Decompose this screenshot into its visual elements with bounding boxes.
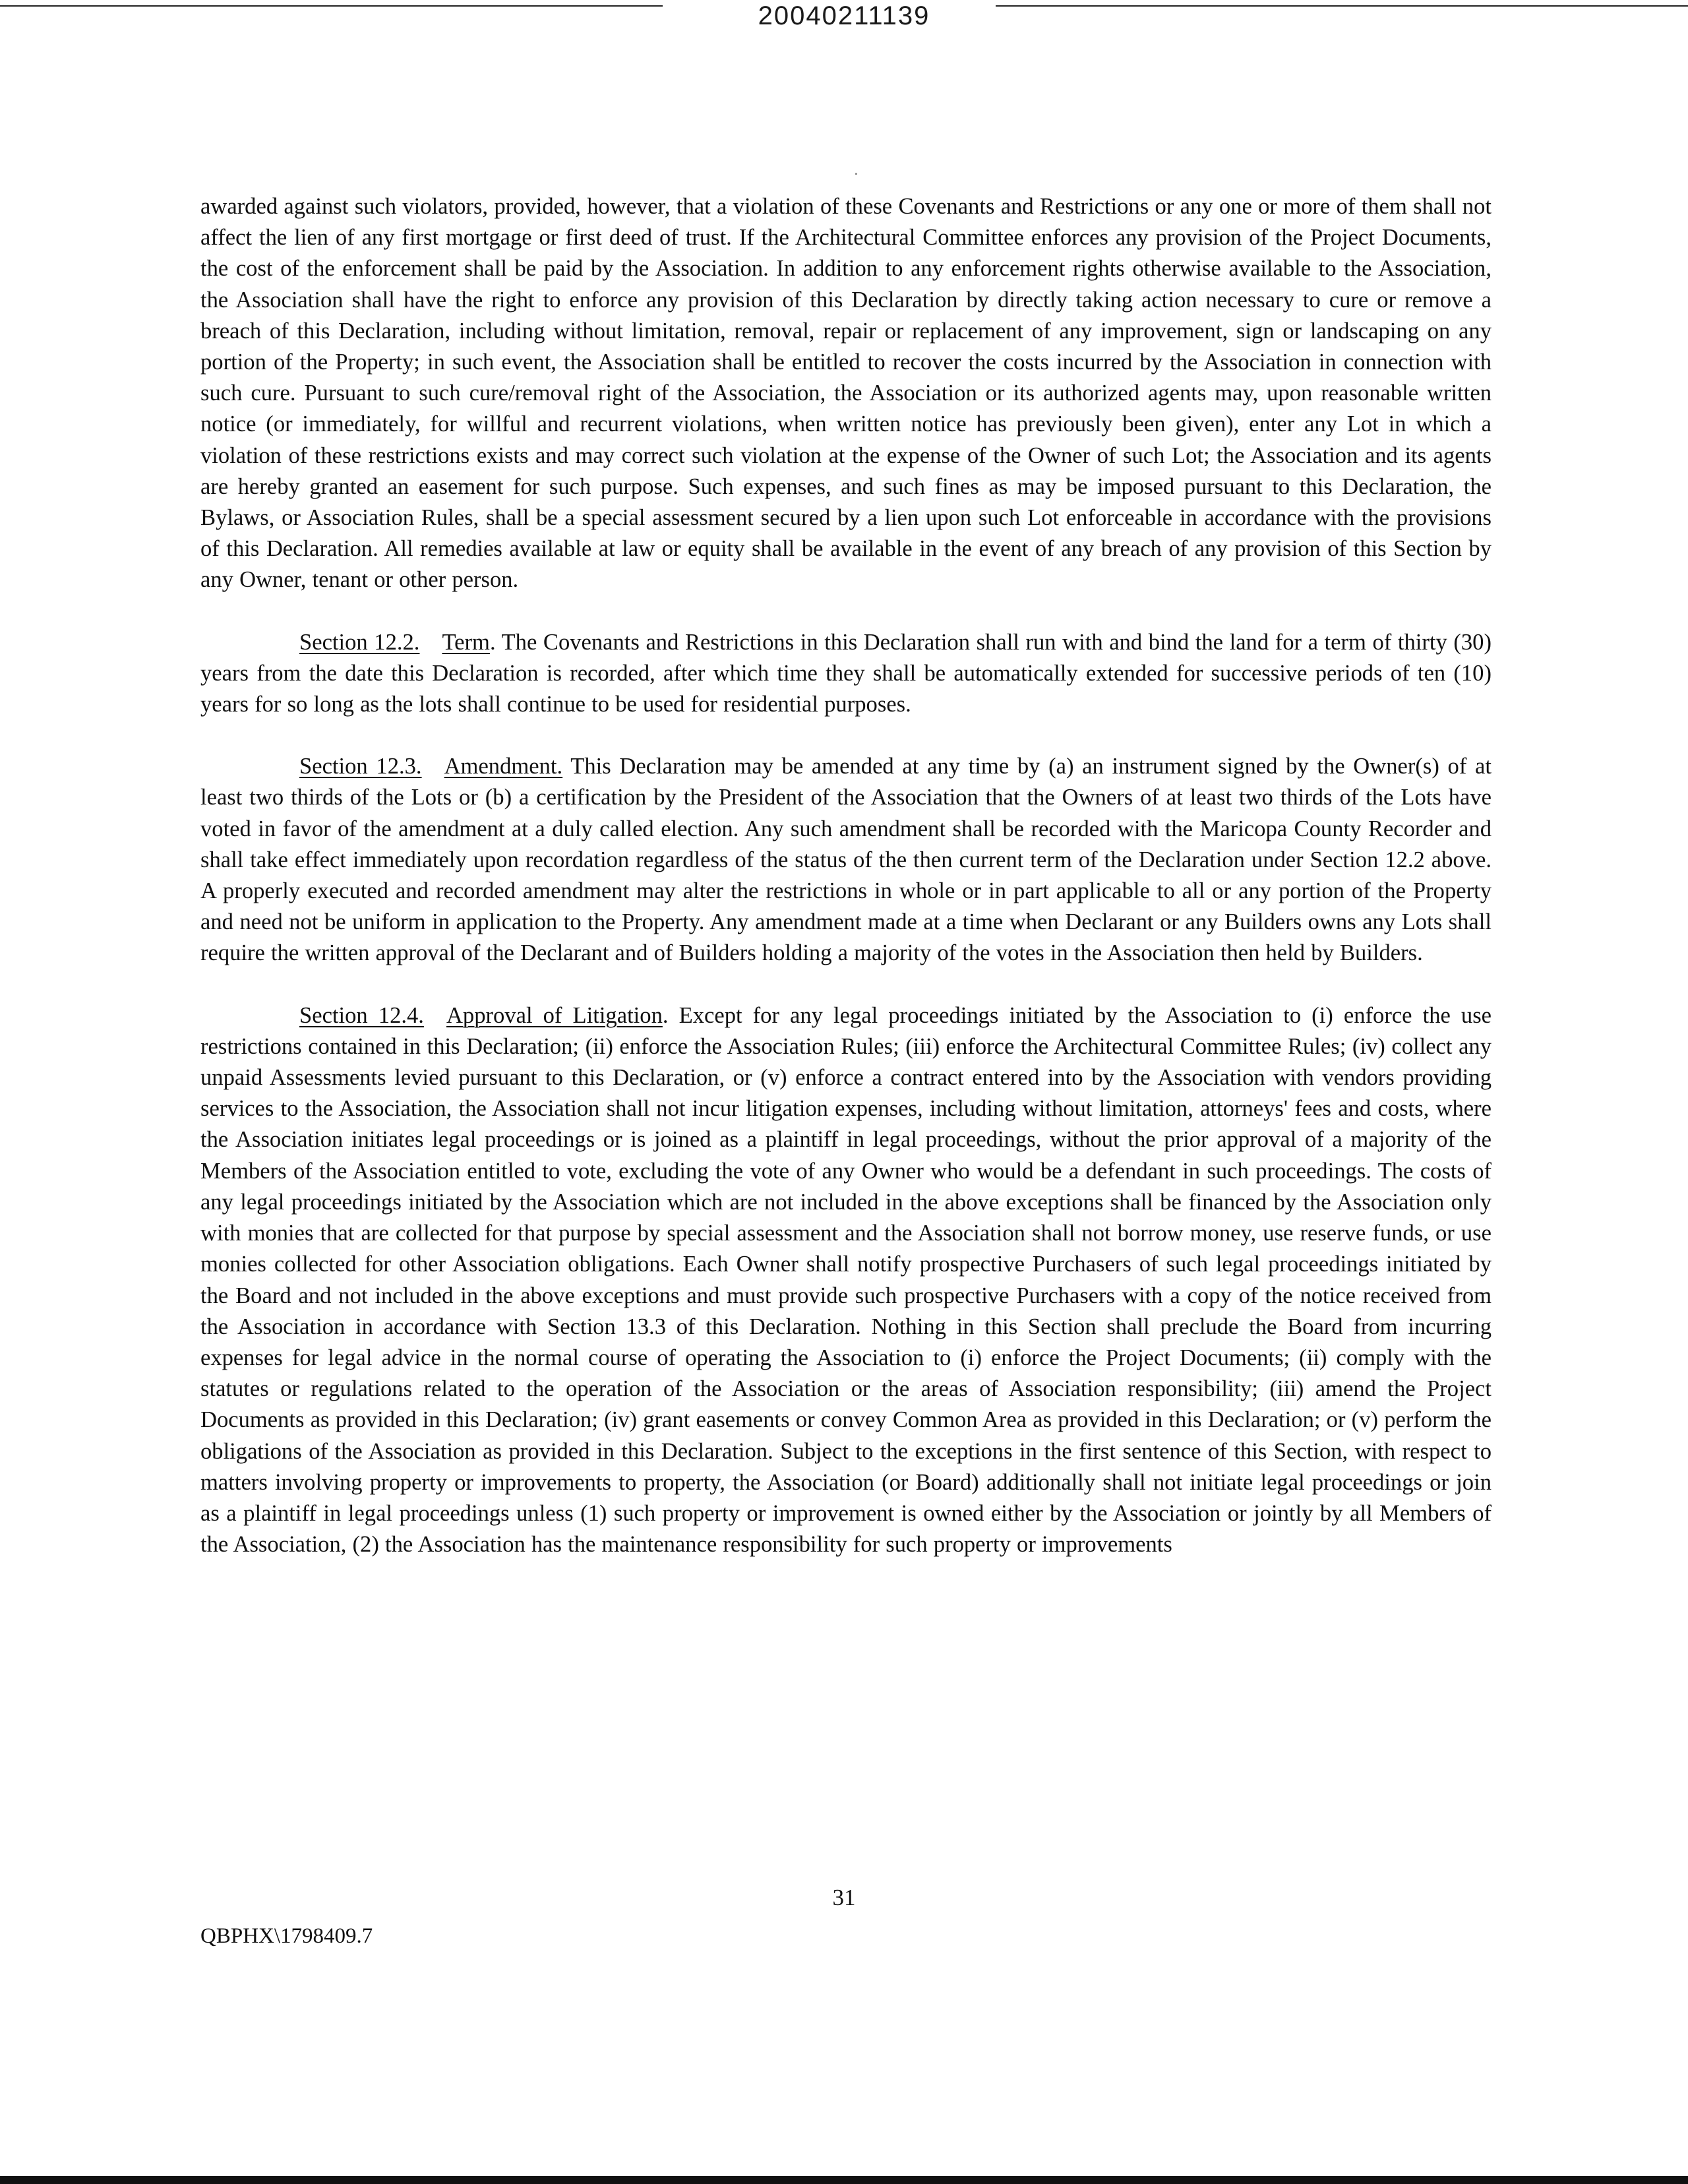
scan-speck <box>855 173 857 175</box>
section-12-2 <box>200 627 1492 721</box>
section-number: Section 12.3. <box>299 754 422 779</box>
section-heading: Amendment. <box>444 754 563 779</box>
document-number: 20040211139 <box>758 1 930 30</box>
section-text: . Except for any legal proceedings initiated by the Association to (i) enforce the use restrictions contained in this Declaration; (ii) enforce the Association Rules; (iii) enforce the Architectural Committee Rules; (iv) collect any unpaid Assessments levied pursuant to this Declaration, or (v) enforce a contract entered into by the Association with vendors providing services to the Association, the Association shall not incur litigation expenses, including without limitation, attorneys' fees and costs, where the Association initiates legal proceedings or is joined as a plaintiff in legal proceedings, without the prior approval of a majority of the Members of the Association entitled to vote, excluding the vote of any Owner who would be a defendant in such proceedings. The costs of any legal proceedings initiated by the Association which are not included in the above exceptions shall be financed by the Association only with monies that are collected for that purpose by special assessment and the Association shall not borrow money, use reserve funds, or use monies collected for other Association obligations. Each Owner shall notify prospective Purchasers of such legal proceedings initiated by the Board and not included in the above exceptions and must provide such prospective Purchasers with a copy of the notice received from the Association in accordance with Section 13.3 of this Declaration. Nothing in this Section shall preclude the Board from incurring expenses for legal advice in the normal course of operating the Association to (i) enforce the Project Documents; (ii) comply with the statutes or regulations related to the operation of the Association or the areas of Association responsibility; (iii) amend the Project Documents as provided in this Declaration; (iv) grant easements or convey Common Area as provided in this Declaration; or (v) perform the obligations of the Association as provided in this Declaration. Subject to the exceptions in the first sentence of this Section, with respect to matters involving property or improvements to property, the Association (or Board) additionally shall not initiate legal proceedings or join as a plaintiff in legal proceedings unless (1) such property or improvement is owned either by the Association or jointly by all Members of the Association, (2) the Association has the maintenance responsibility for such property or improvements <box>200 1002 1492 1558</box>
section-12-3 <box>200 751 1492 969</box>
footer-document-id: QBPHX\1798409.7 <box>200 1924 373 1948</box>
page-number: 31 <box>832 1885 856 1910</box>
bottom-rule <box>0 2176 1688 2184</box>
section-heading: Term <box>442 629 490 655</box>
document-body <box>200 191 1492 1591</box>
section-12-4 <box>200 1000 1492 1561</box>
section-heading: Approval of Litigation <box>446 1002 663 1028</box>
section-number: Section 12.2. <box>299 629 420 655</box>
section-text: This Declaration may be amended at any time by (a) an instrument signed by the Owner(s) of at least two thirds of the Lots or (b) a certification by the President of the Association that the Owners of at least two thirds of the Lots have voted in favor of the amendment at a duly called election. Any such amendment shall be recorded with the Maricopa County Recorder and shall take effect immediately upon recordation regardless of the status of the then current term of the Declaration under Section 12.2 above. A properly executed and recorded amendment may alter the restrictions in whole or in part applicable to all or any portion of the Property and need not be uniform in application to the Property. Any amendment made at a time when Declarant or any Builders owns any Lots shall require the written approval of the Declarant and of Builders holding a majority of the votes in the Association then held by Builders. <box>200 754 1492 966</box>
section-number: Section 12.4. <box>299 1002 424 1028</box>
section-text: . The Covenants and Restrictions in this Declaration shall run with and bind the land for a term of thirty (30) years from the date this Declaration is recorded, after which time they shall be automatically extended for successive periods of ten (10) years for so long as the lots shall continue to be used for residential purposes. <box>200 629 1492 717</box>
continuation-paragraph: awarded against such violators, provided, however, that a violation of these Covenants and Restrictions or any one or more of them shall not affect the lien of any first mortgage or first deed of trust. If the Architectural Committee enforces any provision of the Project Documents, the cost of the enforcement shall be paid by the Association. In addition to any enforcement rights otherwise available to the Association, the Association shall have the right to enforce any provision of this Declaration by directly taking action necessary to cure or remove a breach of this Declaration, including without limitation, removal, repair or replacement of any improvement, sign or landscaping on any portion of the Property; in such event, the Association shall be entitled to recover the costs incurred by the Association in connection with such cure. Pursuant to such cure/removal right of the Association, the Association or its authorized agents may, upon reasonable written notice (or immediately, for willful and recurrent violations, when written notice has previously been given), enter any Lot in which a violation of these restrictions exists and may correct such violation at the expense of the Owner of such Lot; the Association and its agents are hereby granted an easement for such purpose. Such expenses, and such fines as may be imposed pursuant to this Declaration, the Bylaws, or Association Rules, shall be a special assessment secured by a lien upon such Lot enforceable in accordance with the provisions of this Declaration. All remedies available at law or equity shall be available in the event of any breach of any provision of this Section by any Owner, tenant or other person. <box>200 194 1492 593</box>
